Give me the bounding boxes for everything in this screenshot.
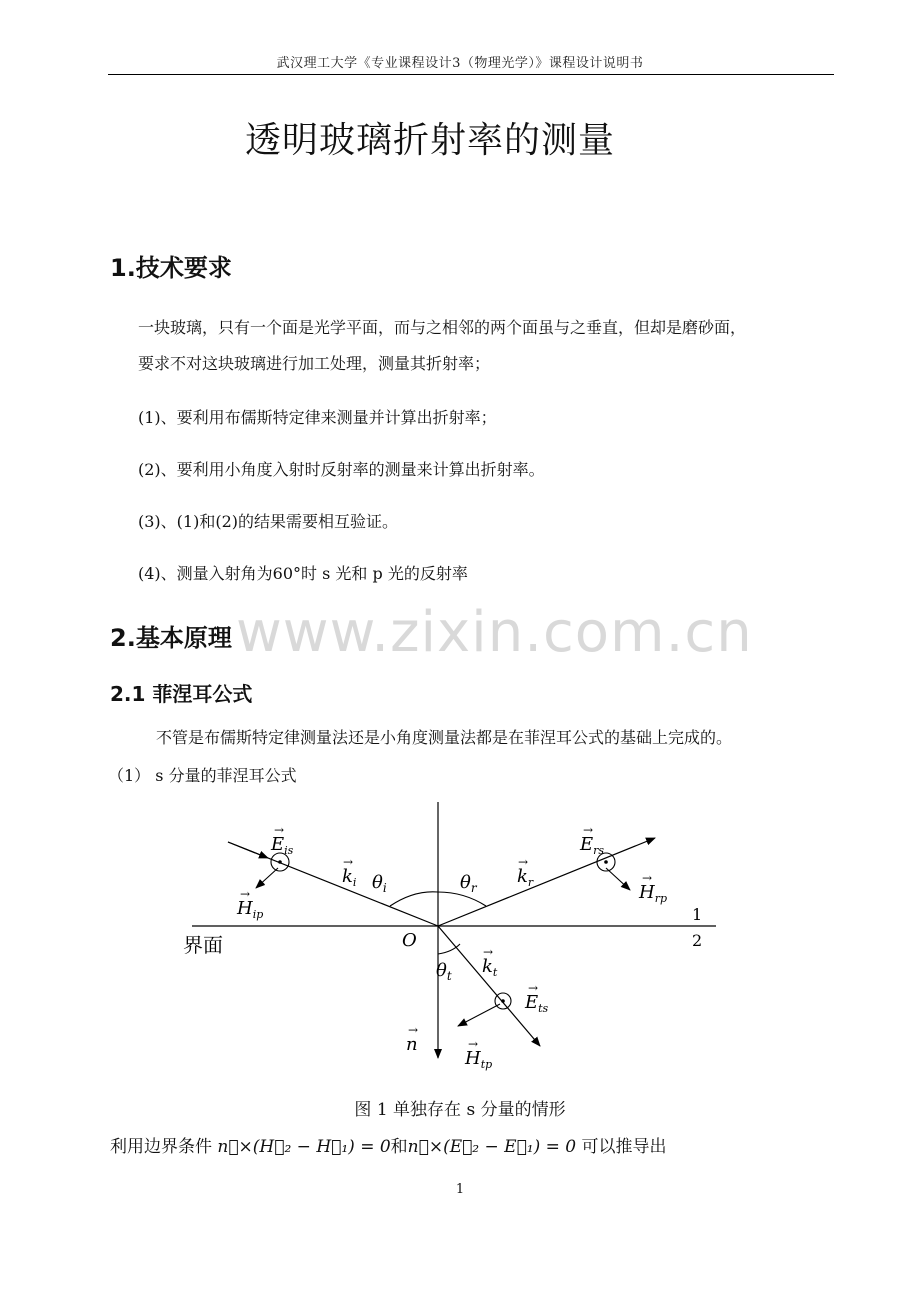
- Htp-arrow: [458, 1004, 500, 1026]
- n-arrow-glyph: →: [408, 1023, 419, 1037]
- ki-label: $k_i$: [342, 866, 357, 889]
- requirement-item-4: (4)、测量入射角为60°时 s 光和 p 光的反射率: [138, 564, 468, 583]
- section2-heading: 2.基本原理: [110, 624, 232, 652]
- theta-r-label: $\theta_r$: [460, 872, 477, 895]
- theta-i-arc: [390, 892, 438, 906]
- Htp-label: $H_{tp}$: [465, 1048, 493, 1071]
- interface-label: 界面: [183, 933, 223, 957]
- Hrp-arrow-glyph: →: [642, 871, 653, 885]
- incident-ray-arrow: [228, 842, 268, 858]
- medium1-label: 1: [692, 905, 703, 924]
- kr-label: $k_r$: [517, 866, 534, 889]
- theta-t-arc: [438, 944, 460, 954]
- kr-arrow-glyph: →: [518, 855, 529, 869]
- Hip-label: $H_{ip}$: [237, 898, 264, 921]
- requirement-item-3: (3)、(1)和(2)的结果需要相互验证。: [138, 512, 398, 531]
- n-label: n: [406, 1034, 418, 1055]
- transmitted-ray: [438, 926, 540, 1046]
- figure-caption: 图 1 单独存在 s 分量的情形: [354, 1100, 566, 1120]
- Eis-label: $E_{is}$: [271, 834, 294, 857]
- formula-prefix: 利用边界条件: [110, 1137, 212, 1157]
- Ets-label: $E_{ts}$: [525, 992, 549, 1015]
- page-header: 武汉理工大学《专业课程设计3（物理光学）》课程设计说明书: [276, 56, 644, 71]
- ki-arrow-glyph: →: [343, 855, 354, 869]
- Eis-arrow-glyph: →: [274, 823, 285, 837]
- Htp-arrow-glyph: →: [468, 1037, 479, 1051]
- Ets-dot-symbol: [495, 993, 511, 1009]
- document-title: 透明玻璃折射率的测量: [244, 120, 615, 161]
- theta-r-arc: [438, 892, 486, 906]
- origin-label: O: [402, 930, 417, 951]
- section1-intro-line2: 要求不对这块玻璃进行加工处理，测量其折射率；: [138, 354, 491, 373]
- requirement-item-2: (2)、要利用小角度入射时反射率的测量来计算出折射率。: [138, 460, 545, 479]
- watermark: www.zixin.com.cn: [236, 600, 753, 665]
- Hrp-label: $H_{rp}$: [639, 882, 668, 905]
- Ets-arrow-glyph: →: [528, 981, 539, 995]
- section2-1-paragraph: 不管是布儒斯特定律测量法还是小角度测量法都是在菲涅耳公式的基础上完成的。: [156, 728, 733, 747]
- requirement-item-1: (1)、要利用布儒斯特定律来测量并计算出折射率；: [138, 408, 497, 427]
- page-number: 1: [455, 1182, 465, 1197]
- Ers-label: $E_{rs}$: [580, 834, 605, 857]
- section1-intro-line1: 一块玻璃，只有一个面是光学平面，而与之相邻的两个面虽与之垂直，但却是磨砂面，: [138, 318, 747, 337]
- formula-expression-1: n⃗×(H⃗₂ − H⃗₁) = 0: [217, 1137, 391, 1157]
- theta-t-label: $\theta_t$: [436, 960, 452, 983]
- boundary-condition-line: [110, 1132, 667, 1157]
- formula-expression-2: n⃗×(E⃗₂ − E⃗₁) = 0: [407, 1137, 577, 1157]
- theta-i-label: $\theta_i$: [372, 872, 387, 895]
- kt-label: $k_t$: [482, 956, 498, 979]
- section2-1-heading: 2.1 菲涅耳公式: [110, 682, 253, 706]
- Ers-arrow-glyph: →: [583, 823, 594, 837]
- Hrp-arrow: [606, 868, 630, 890]
- Hip-arrow-glyph: →: [240, 887, 251, 901]
- section2-1-item: （1） s 分量的菲涅耳公式: [108, 766, 297, 785]
- formula-suffix: 可以推导出: [581, 1137, 667, 1157]
- kt-arrow-glyph: →: [483, 945, 494, 959]
- formula-conjunction: 和: [390, 1137, 408, 1157]
- Hip-arrow: [256, 868, 278, 888]
- medium2-label: 2: [692, 931, 703, 950]
- section1-heading: 1.技术要求: [110, 254, 232, 282]
